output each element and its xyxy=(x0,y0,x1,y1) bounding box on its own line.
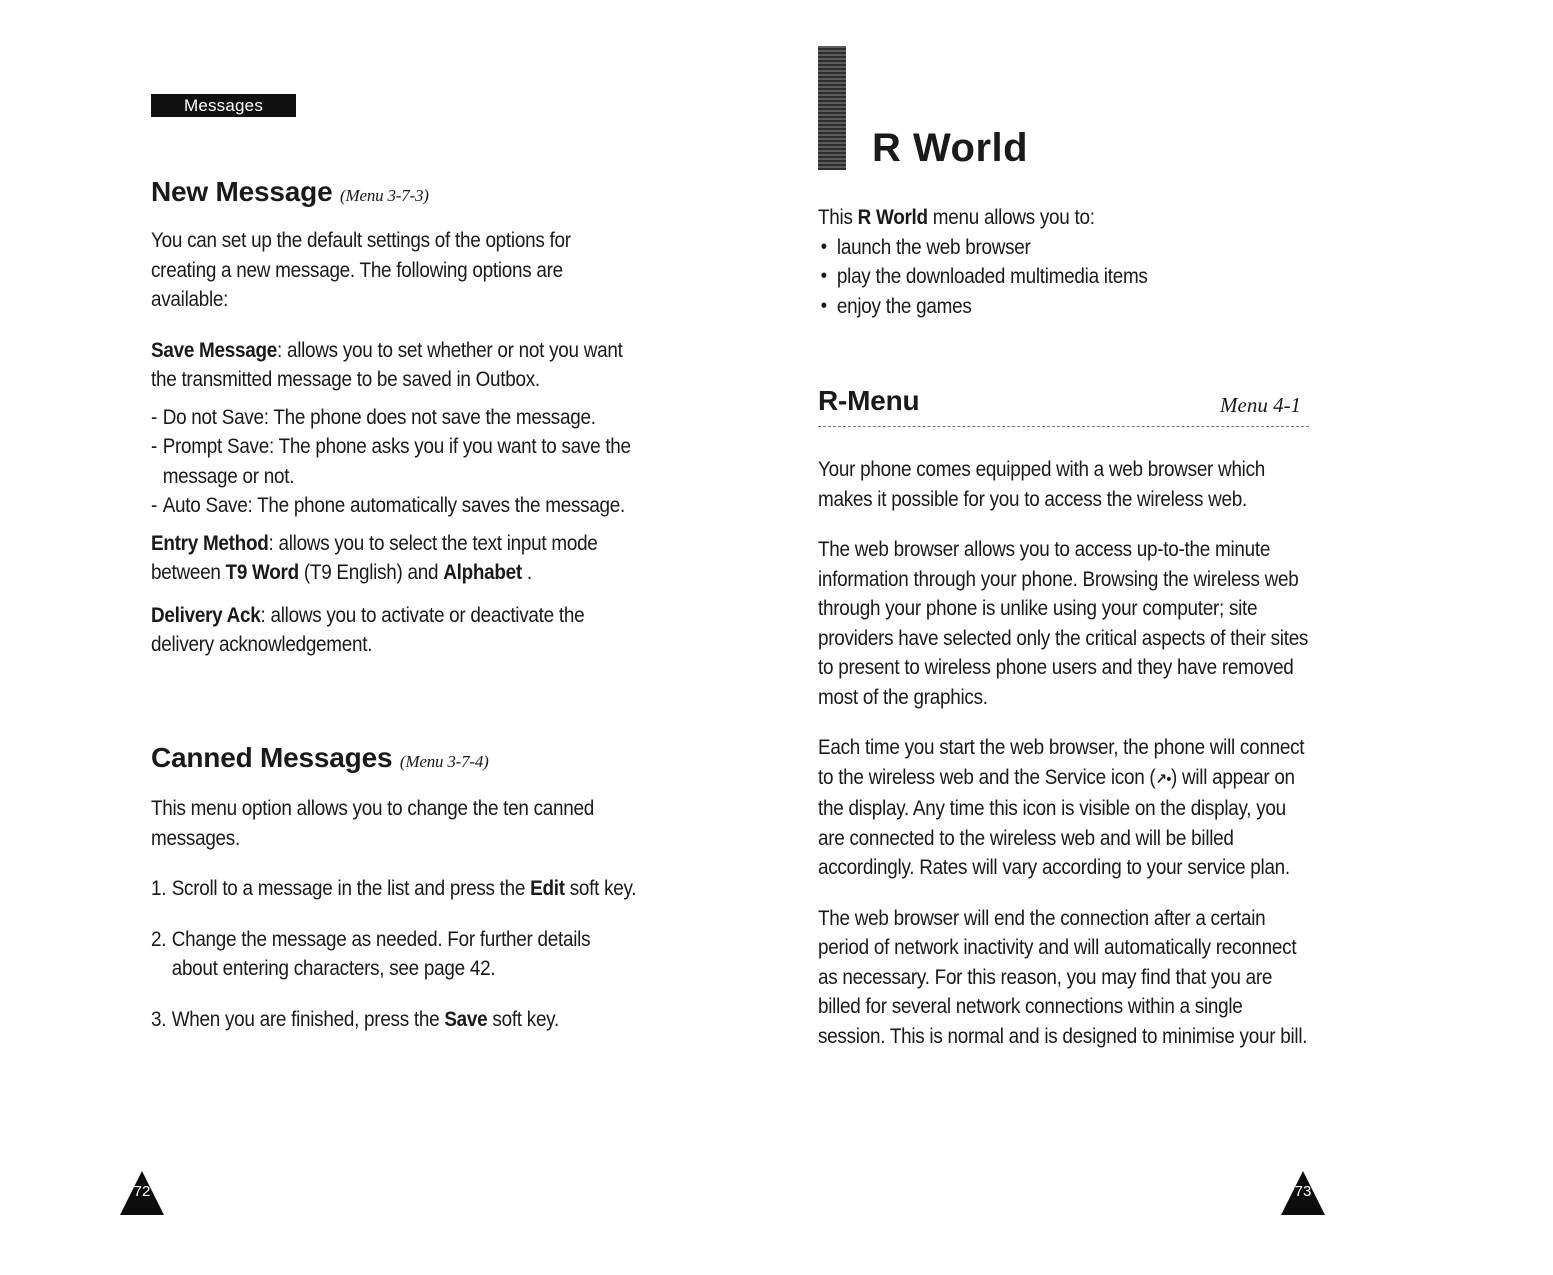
list-item: - Prompt Save: The phone asks you if you want to save the message or not. xyxy=(151,432,637,491)
new-message-intro: You can set up the default settings of the options for creating a new message. The following options are available: xyxy=(151,229,571,311)
list-item: 2. Change the message as needed. For further details about entering characters, see page 42. xyxy=(151,927,591,980)
new-message-menu-ref: (Menu 3-7-3) xyxy=(340,186,429,205)
r-world-bullets xyxy=(818,233,1309,322)
delivery-ack-label: Delivery Ack xyxy=(151,603,261,627)
canned-messages-intro: This menu option allows you to change the ten canned messages. xyxy=(151,797,595,850)
left-page xyxy=(0,0,776,1275)
service-icon: ↗• xyxy=(1155,770,1171,788)
canned-steps-list xyxy=(151,874,637,1034)
canned-messages-title: Canned Messages xyxy=(151,742,393,773)
list-item: • launch the web browser xyxy=(818,233,1309,263)
delivery-ack-desc: Delivery Ack: allows you to activate or deactivate the delivery acknowledgement. xyxy=(151,603,585,656)
canned-messages-body xyxy=(151,794,637,1055)
list-item: - Do not Save: The phone does not save the message. xyxy=(151,403,637,433)
entry-method-label: Entry Method xyxy=(151,531,269,555)
r-world-intro-text: This R World menu allows you to: xyxy=(818,206,1095,229)
r-menu-title: R-Menu xyxy=(818,385,920,416)
page-number-73: 73 xyxy=(1281,1171,1325,1215)
list-item: 1. Scroll to a message in the list and press the Edit soft key. xyxy=(151,877,637,900)
canned-messages-heading xyxy=(151,742,489,774)
right-page xyxy=(776,0,1553,1275)
list-item: - Auto Save: The phone automatically saves the message. xyxy=(151,491,637,521)
r-menu-paragraph-2: The web browser allows you to access up-to-the minute information through your phone. Browsing the wireless web through your phone is unlike using your computer; site providers have selected only the critical aspects of their sites to present to wireless phone users and they have removed most of the graphics. xyxy=(818,538,1309,709)
r-world-intro xyxy=(818,203,1309,321)
save-message-label: Save Message xyxy=(151,338,277,362)
list-item: • play the downloaded multimedia items xyxy=(818,262,1309,292)
chapter-title: R World xyxy=(872,126,1029,170)
new-message-title: New Message xyxy=(151,176,333,207)
entry-method-desc: Entry Method: allows you to select the text input mode between T9 Word (T9 English) and Alphabet . xyxy=(151,531,598,584)
list-item: • enjoy the games xyxy=(818,292,1309,322)
section-tab: Messages xyxy=(151,94,296,117)
page-number-72: 72 xyxy=(120,1171,164,1215)
r-menu-paragraph-4: The web browser will end the connection after a certain period of network inactivity and will automatically reconnect as necessary. For this reason, you may find that you are billed for several network connections within a single session. This is normal and is designed to minimise your bill. xyxy=(818,906,1308,1048)
r-menu-body xyxy=(818,455,1309,1051)
save-options-list xyxy=(151,403,637,521)
r-menu-paragraph-1: Your phone comes equipped with a web browser which makes it possible for you to access the wireless web. xyxy=(818,458,1266,511)
new-message-heading xyxy=(151,176,429,208)
canned-messages-menu-ref: (Menu 3-7-4) xyxy=(399,752,489,771)
divider xyxy=(818,426,1309,427)
new-message-body xyxy=(151,226,637,660)
save-message-desc: Save Message: allows you to set whether or not you want the transmitted message to be saved in Outbox. xyxy=(151,338,623,391)
chapter-marker xyxy=(818,46,846,170)
list-item: 3. When you are finished, press the Save soft key. xyxy=(151,1007,559,1031)
r-menu-menu-ref: Menu 4-1 xyxy=(1220,393,1302,417)
r-menu-paragraph-3: Each time you start the web browser, the phone will connect to the wireless web and the Service icon (↗•) will appear on the display. Any time this icon is visible on the display, you are connected to the wireless web and will be billed accordingly. Rates will vary according to your service plan. xyxy=(818,736,1305,879)
